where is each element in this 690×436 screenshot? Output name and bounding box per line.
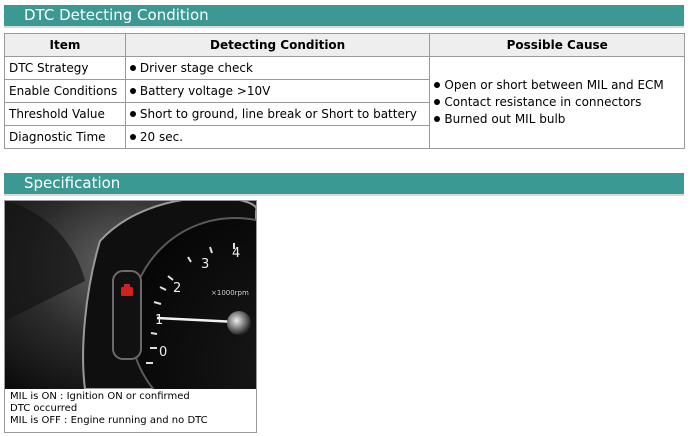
- bullet-icon: [130, 88, 136, 94]
- instrument-cluster-photo: [5, 201, 256, 389]
- caption-line: DTC occurred: [10, 403, 78, 414]
- condition-text: 20 sec.: [139, 130, 184, 144]
- cause-text: Open or short between MIL and ECM: [444, 78, 664, 92]
- cause-item: [434, 111, 680, 128]
- cause-text: Contact resistance in connectors: [444, 95, 642, 109]
- section-title: DTC Detecting Condition: [24, 6, 209, 24]
- condition-text: Short to ground, line break or Short to battery: [139, 107, 417, 121]
- tach-tick-label: 3: [201, 257, 210, 272]
- bullet-icon: [434, 82, 440, 88]
- table-row: [5, 57, 685, 80]
- tach-tick-label: 2: [173, 281, 182, 296]
- row-condition: [125, 103, 429, 126]
- specification-figure: [4, 200, 257, 433]
- column-header-item: Item: [5, 34, 126, 57]
- column-header-condition: Detecting Condition: [125, 34, 429, 57]
- row-condition: [125, 80, 429, 103]
- needle-hub: [227, 311, 251, 335]
- bullet-icon: [434, 99, 440, 105]
- tach-tick-label: 0: [159, 345, 168, 360]
- tach-unit-label: ×1000rpm: [211, 289, 249, 297]
- row-item: DTC Strategy: [5, 57, 126, 80]
- row-condition: [125, 57, 429, 80]
- caption-line: MIL is OFF : Engine running and no DTC: [10, 415, 208, 426]
- caption-line: MIL is ON : Ignition ON or confirmed: [10, 391, 190, 402]
- table-header-row: [5, 34, 685, 57]
- tach-tick-label: 1: [155, 313, 164, 328]
- tach-tick-label: 4: [232, 246, 241, 261]
- section-title: Specification: [24, 174, 121, 192]
- dtc-condition-table: [4, 33, 685, 149]
- bullet-icon: [130, 134, 136, 140]
- cause-item: [434, 94, 680, 111]
- mil-caption: [10, 391, 208, 427]
- condition-text: Driver stage check: [139, 61, 253, 75]
- tachometer-illustration: [5, 201, 256, 389]
- row-item: Threshold Value: [5, 103, 126, 126]
- cause-text: Burned out MIL bulb: [444, 112, 566, 126]
- section-header-dtc-condition: [4, 5, 684, 28]
- row-item: Diagnostic Time: [5, 126, 126, 149]
- bullet-icon: [434, 116, 440, 122]
- condition-text: Battery voltage >10V: [139, 84, 271, 98]
- column-header-cause: Possible Cause: [430, 34, 685, 57]
- row-item: Enable Conditions: [5, 80, 126, 103]
- possible-cause-cell: [430, 57, 685, 149]
- bullet-icon: [130, 65, 136, 71]
- row-condition: [125, 126, 429, 149]
- section-header-specification: [4, 173, 684, 196]
- cause-item: [434, 77, 680, 94]
- bullet-icon: [130, 111, 136, 117]
